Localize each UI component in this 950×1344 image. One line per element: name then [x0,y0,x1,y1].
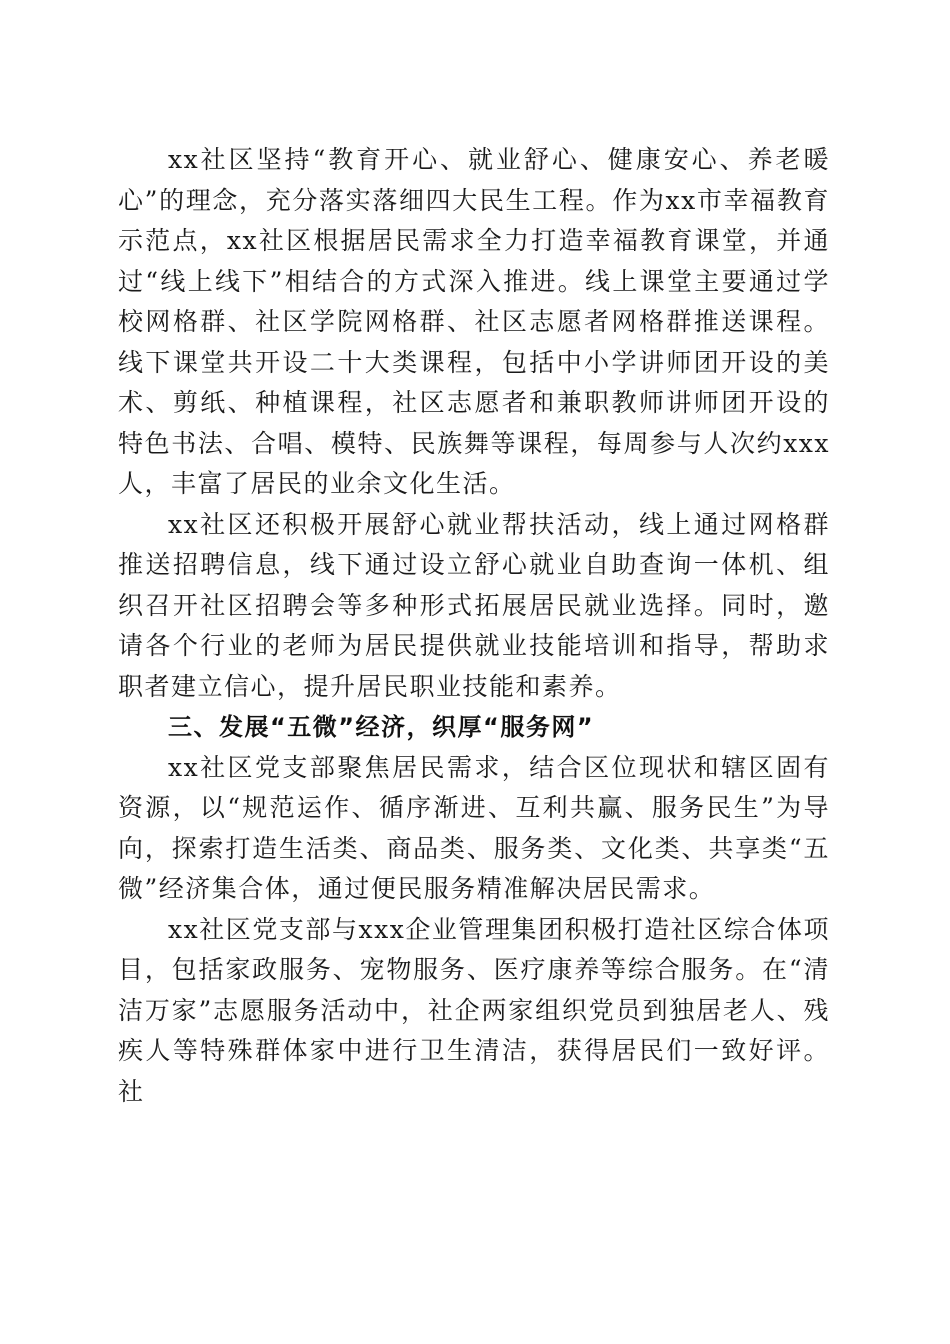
section-heading: 三、发展“五微”经济，织厚“服务网” [168,713,595,741]
paragraph-education: xx社区坚持“教育开心、就业舒心、健康安心、养老暖心”的理念，充分落实落细四大民生工程。作为xx市幸福教育示范点，xx社区根据居民需求全力打造幸福教育课堂，并通过“线上线下”相结合的方式深入推进。线上课堂主要通过学校网格群、社区学院网格群、社区志愿者网格群推送课程。线下课堂共开设二十大类课程，包括中小学讲师团开设的美术、剪纸、种植课程，社区志愿者和兼职教师讲师团开设的特色书法、合唱、模特、民族舞等课程，每周参与人次约xxx人，丰富了居民的业余文化生活。 [118,145,830,498]
document-body [118,140,830,1112]
paragraph-employment: xx社区还积极开展舒心就业帮扶活动，线上通过网格群推送招聘信息，线下通过设立舒心就业自助查询一体机、组织召开社区招聘会等多种形式拓展居民就业选择。同时，邀请各个行业的老师为居民提供就业技能培训和指导，帮助求职者建立信心，提升居民职业技能和素养。 [118,509,830,701]
paragraph-community-complex: xx社区党支部与xxx企业管理集团积极打造社区综合体项目，包括家政服务、宠物服务、医疗康养等综合服务。在“清洁万家”志愿服务活动中，社企两家组织党员到独居老人、残疾人等特殊群体家中进行卫生清洁，获得居民们一致好评。社 [118,914,830,1106]
paragraph-five-micro-economy: xx社区党支部聚焦居民需求，结合区位现状和辖区固有资源，以“规范运作、循序渐进、互利共赢、服务民生”为导向，探索打造生活类、商品类、服务类、文化类、共享类“五微”经济集合体，通过便民服务精准解决居民需求。 [118,752,830,903]
